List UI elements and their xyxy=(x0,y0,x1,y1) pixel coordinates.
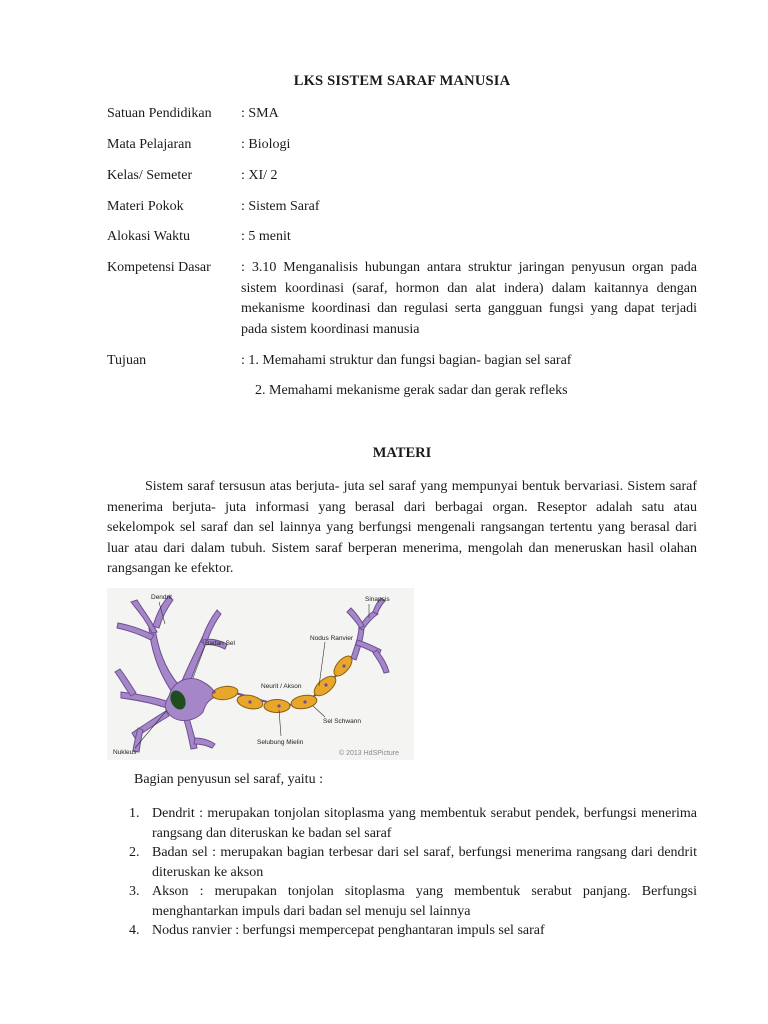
label-nodus-ranvier: Nodus Ranvier xyxy=(310,635,353,642)
neuron-svg xyxy=(107,588,414,760)
list-item xyxy=(107,921,697,941)
body-paragraph: Sistem saraf tersusun atas berjuta- juta sel saraf yang mempunyai bentuk bervariasi. Sistem saraf menerima berjuta- juta informasi yang berasal dari berbagai organ. Reseptor adalah satu atau sekelompok sel saraf dan sel lainnya yang berfungsi mengenali rangsangan tertentu yang berasal dari luar atau dari dalam tubuh. Sistem saraf berperan menerima, mengolah dan meneruskan hasil olahan rangsangan ke efektor. xyxy=(107,479,697,576)
list-text: Akson : merupakan tonjolan sitoplasma yang membentuk serabut panjang. Berfungsi menghantarkan impuls dari badan sel menuju sel lainnya xyxy=(152,884,697,919)
meta-value: : Sistem Saraf xyxy=(241,199,320,214)
list-number: 1. xyxy=(129,806,140,821)
meta-label: Kelas/ Semeter xyxy=(107,168,193,183)
meta-label: Satuan Pendidikan xyxy=(107,106,212,121)
document-title: LKS SISTEM SARAF MANUSIA xyxy=(293,73,511,89)
dendrite-branches xyxy=(115,596,227,752)
meta-value: : SMA xyxy=(241,106,279,121)
section-heading: MATERI xyxy=(372,445,432,461)
meta-label: Alokasi Waktu xyxy=(107,229,190,244)
list-text: Dendrit : merupakan tonjolan sitoplasma yang membentuk serabut pendek, berfungsi menerima rangsang dan diteruskan ke badan sel saraf xyxy=(152,806,697,841)
label-sel-schwann: Sel Schwann xyxy=(323,718,361,725)
meta-value: : Biologi xyxy=(241,137,291,152)
synapse-terminals xyxy=(347,598,389,673)
list-text: Nodus ranvier : berfungsi mempercepat penghantaran impuls sel saraf xyxy=(152,923,545,938)
meta-label: Tujuan xyxy=(107,353,147,368)
meta-value: : 1. Memahami struktur dan fungsi bagian- bagian sel saraf xyxy=(241,353,572,368)
meta-label: Kompetensi Dasar xyxy=(107,260,211,275)
neuron-diagram xyxy=(107,588,414,760)
label-neurit: Neurit / Akson xyxy=(261,683,302,690)
meta-label: Mata Pelajaran xyxy=(107,137,192,152)
meta-label: Materi Pokok xyxy=(107,199,184,214)
list-item xyxy=(107,882,697,921)
label-badan-sel: Badan Sel xyxy=(205,640,235,647)
meta-value-2: 2. Memahami mekanisme gerak sadar dan gerak refleks xyxy=(255,383,568,398)
meta-value: : 5 menit xyxy=(241,229,291,244)
copyright-text: © 2013 HdSPicture xyxy=(339,750,400,757)
label-dendrit: Dendrit xyxy=(151,594,172,601)
list-text: Badan sel : merupakan bagian terbesar dari sel saraf, berfungsi menerima rangsang dari dendrit diteruskan ke akson xyxy=(152,845,697,880)
parts-list xyxy=(107,804,697,941)
list-number: 4. xyxy=(129,923,140,938)
label-selubung-mielin: Selubung Mielin xyxy=(257,739,304,746)
list-item xyxy=(107,804,697,843)
list-intro: Bagian penyusun sel saraf, yaitu : xyxy=(134,772,323,787)
list-number: 3. xyxy=(129,884,140,899)
label-sinapsis: Sinapsis xyxy=(365,596,390,603)
meta-value: : XI/ 2 xyxy=(241,168,278,183)
list-number: 2. xyxy=(129,845,140,860)
list-item xyxy=(107,843,697,882)
meta-value: : 3.10 Menganalisis hubungan antara struktur jaringan penyusun organ pada sistem koordinasi (saraf, hormon dan alat indera) dalam kaitannya dengan mekanisme koordinasi dan regulasi serta gangguan fungsi yang dapat terjadi pada sistem koordinasi manusia xyxy=(241,260,697,337)
label-nukleus: Nukleus xyxy=(113,749,137,756)
